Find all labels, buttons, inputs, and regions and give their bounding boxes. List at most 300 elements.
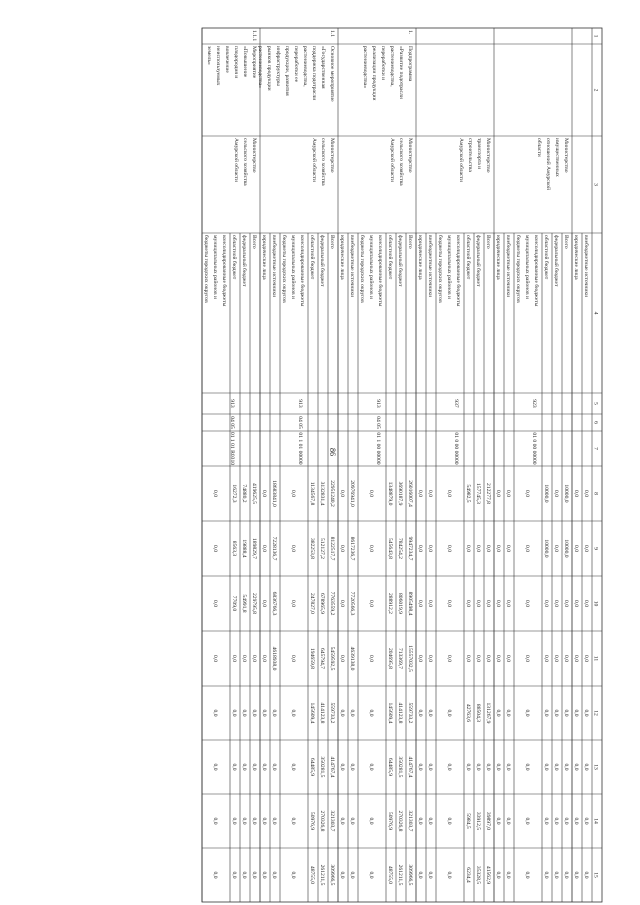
executor-name: имущественных (554, 138, 560, 177)
cell-value: 0,0 (573, 871, 579, 879)
cell-value: 806019,9 (397, 593, 403, 614)
funding-source-label: муниципальных районов и (290, 235, 296, 300)
cell-value: 0,0 (241, 655, 247, 662)
grbs-code: 923 (531, 399, 537, 408)
program-name: «Повышение (242, 46, 248, 78)
cell-value: 7709,0 (231, 595, 237, 612)
cell-value: 48755,0 (309, 865, 315, 885)
executor-name: Министерство (485, 138, 491, 173)
funding-source-label: муниципальных районов и (212, 235, 218, 300)
cell-value: 0,0 (583, 763, 589, 771)
cell-value: 0,0 (427, 545, 433, 552)
cell-value: 8122517,7 (329, 536, 335, 561)
cell-value: 0,0 (231, 817, 237, 825)
column-header-12: 12 (592, 710, 599, 716)
cell-value: 0,0 (349, 709, 355, 717)
cell-value: 0,0 (573, 709, 579, 717)
cell-value: 0,0 (261, 871, 267, 879)
cell-value: 0,0 (583, 871, 589, 879)
grbs-code: 913 (297, 399, 303, 408)
cell-value: 0,0 (290, 871, 296, 879)
item-number: 1. (407, 30, 413, 35)
program-name: растениеводства» (362, 46, 368, 89)
executor-name: сельского хозяйства (398, 138, 404, 186)
column-header-6: 6 (592, 421, 599, 424)
cell-value: 0,0 (241, 709, 247, 717)
funding-source-label: юридические лица (495, 235, 501, 280)
funding-source-label: бюджеты городских округов (515, 235, 521, 303)
cell-value: 0,0 (368, 490, 374, 497)
cell-value: 0,0 (524, 817, 530, 825)
funding-source-label: внебюджетные источники (427, 235, 433, 298)
cell-value: 0,0 (485, 545, 491, 552)
cell-value: 0,0 (495, 545, 501, 552)
cell-value: 0,0 (543, 709, 549, 717)
cell-value: 0,0 (553, 709, 559, 717)
cell-value: 419625,5 (251, 483, 257, 504)
cell-value: 0,0 (271, 709, 277, 717)
cell-value: 247827,0 (309, 593, 315, 614)
cell-value: 0,0 (446, 600, 452, 607)
cell-value: 0,0 (212, 763, 218, 771)
funding-source-label: консолидированные бюджеты (455, 235, 461, 307)
cell-value: 559733,2 (407, 702, 413, 724)
cell-value: 0,0 (524, 871, 530, 879)
cell-value: 212277,8 (485, 483, 491, 504)
cell-value: 0,0 (543, 871, 549, 879)
cell-value: 270326,8 (319, 810, 325, 832)
cell-value: 0,0 (212, 655, 218, 662)
cell-value: 6836766,3 (271, 591, 277, 616)
cell-value: 0,0 (261, 545, 267, 552)
cell-value: 309966,5 (329, 864, 335, 886)
grbs-code: 913 (229, 399, 235, 408)
cell-value: 0,0 (261, 763, 267, 771)
cell-value: 41562,9 (485, 865, 491, 885)
section-code: 04 05 (297, 416, 303, 429)
funding-source-label: внебюджетные источники (583, 235, 589, 298)
cell-value: 0,0 (427, 817, 433, 825)
grbs-code: 937 (453, 399, 459, 408)
funding-source-label: консолидированные бюджеты (221, 235, 227, 307)
cell-value: 5984,5 (465, 813, 471, 829)
executor-name: сельского хозяйства (242, 138, 248, 186)
cell-value: 0,0 (417, 817, 423, 825)
funding-source-label: федеральный бюджет (241, 235, 247, 287)
cell-value: 0,0 (485, 655, 491, 662)
funding-source-label: Всего (563, 235, 569, 249)
cell-value: 0,0 (553, 871, 559, 879)
cell-value: 0,0 (231, 763, 237, 771)
cell-value: 0,0 (251, 871, 257, 879)
program-name: переработки ее (293, 46, 299, 83)
funding-source-label: муниципальных районов и (524, 235, 530, 300)
cell-value: 0,0 (261, 817, 267, 825)
cell-value: 0,0 (495, 817, 501, 825)
cell-value: 64485,9 (309, 757, 315, 777)
cell-value: 0,0 (563, 655, 569, 662)
cell-value: 0,0 (446, 655, 452, 662)
program-name: вовлечение (224, 46, 230, 73)
program-name: инфраструктуры (275, 46, 281, 86)
funding-source-label: юридические лица (417, 235, 423, 280)
cell-value: 18683841,0 (271, 480, 277, 507)
cell-value: 645794,7 (319, 648, 325, 669)
cell-value: 0,0 (573, 490, 579, 497)
funding-source-label: консолидированные бюджеты (533, 235, 539, 307)
executor-name: Амурской области (311, 138, 317, 182)
cell-value: 0,0 (583, 490, 589, 497)
cell-value: 0,0 (241, 817, 247, 825)
program-name: плодородия и (233, 46, 239, 79)
cell-value: 0,0 (505, 545, 511, 552)
cell-value: 0,0 (417, 490, 423, 497)
cell-value: 0,0 (465, 545, 471, 552)
cell-value: 0,0 (553, 600, 559, 607)
cell-value: 0,0 (290, 709, 296, 717)
cell-value: 0,0 (495, 600, 501, 607)
cell-value: 0,0 (339, 763, 345, 771)
cell-value: 713369,7 (397, 648, 403, 669)
executor-name: Амурской области (458, 138, 464, 182)
cell-value: 0,0 (524, 655, 530, 662)
funding-source-label: консолидированные бюджеты (377, 235, 383, 307)
funding-source-label: юридические лица (573, 235, 579, 280)
cell-value: 414123,8 (319, 702, 325, 724)
column-header-8: 8 (592, 492, 599, 495)
cell-value: 0,0 (349, 817, 355, 825)
program-name: неиспользуемых (215, 46, 221, 86)
cell-value: 414123,8 (397, 702, 403, 724)
cell-value: 0,0 (271, 817, 277, 825)
cell-value: 0,0 (368, 763, 374, 771)
cell-value: 0,0 (212, 817, 218, 825)
cell-value: 0,0 (495, 709, 501, 717)
cell-value: 0,0 (475, 600, 481, 607)
funding-source-label: федеральный бюджет (319, 235, 325, 287)
cell-value: 0,0 (543, 817, 549, 825)
cell-value: 0,0 (339, 817, 345, 825)
cell-value: 33912,5 (475, 811, 481, 831)
cell-value: 1134567,8 (309, 481, 315, 506)
cell-value: 7720566,3 (349, 591, 355, 616)
program-name: «Развитие подотрасли (398, 46, 404, 99)
cell-value: 0,0 (212, 709, 218, 717)
cell-value: 0,0 (573, 817, 579, 825)
page-number: 86 (328, 448, 337, 456)
executor-name: сельского хозяйства (320, 138, 326, 186)
cell-value: 0,0 (446, 545, 452, 552)
cell-value: 74880,2 (241, 484, 247, 503)
cell-value: 0,0 (505, 709, 511, 717)
funding-source-label: областной бюджет (543, 235, 549, 280)
cell-value: 22951240,2 (329, 480, 335, 507)
cell-value: 0,0 (417, 763, 423, 771)
cell-value: 784254,2 (397, 538, 403, 559)
cell-value: 0,0 (524, 763, 530, 771)
cell-value: 50976,9 (387, 811, 393, 831)
cell-value: 229795,8 (251, 593, 257, 614)
cell-value: 0,0 (563, 600, 569, 607)
cell-value: 0,0 (290, 490, 296, 497)
cell-value: 0,0 (524, 709, 530, 717)
executor-name: Министерство (563, 138, 569, 173)
funding-source-label: Всего (251, 235, 257, 249)
program-name: реализации продукции (371, 46, 377, 101)
program-name: «Государственная (320, 46, 326, 89)
cell-value: 7228136,7 (271, 536, 277, 561)
funding-source-label: областной бюджет (465, 235, 471, 280)
funding-source-label: внебюджетные источники (505, 235, 511, 298)
cell-value: 50976,9 (309, 811, 315, 831)
grbs-code: 913 (375, 399, 381, 408)
executor-name: отношений Амурской (545, 138, 551, 191)
cell-value: 0,0 (349, 871, 355, 879)
cell-value: 0,0 (573, 545, 579, 552)
program-name: поддержка подотрасли (311, 46, 317, 101)
cell-value: 16272,3 (231, 484, 237, 503)
target-item-code: 01 0 00 00000 (453, 432, 459, 465)
cell-value: 0,0 (231, 871, 237, 879)
cell-value: 261211,5 (319, 864, 325, 886)
funding-source-label: муниципальных районов и (446, 235, 452, 300)
cell-value: 512127,2 (319, 538, 325, 559)
executor-name: Амурской области (389, 138, 395, 182)
funding-source-label: муниципальных районов и (368, 235, 374, 300)
program-name: земель» (206, 46, 212, 65)
cell-value: 0,0 (417, 871, 423, 879)
funding-source-label: бюджеты городских округов (437, 235, 443, 303)
cell-value: 414767,4 (329, 756, 335, 778)
column-header-10: 10 (592, 600, 599, 607)
cell-value: 15557032,5 (407, 645, 413, 672)
column-header-9: 9 (592, 547, 599, 550)
cell-value: 0,0 (465, 763, 471, 771)
cell-value: 0,0 (553, 655, 559, 662)
program-name: растениеводства» (257, 46, 263, 89)
cell-value: 0,0 (241, 871, 247, 879)
cell-value: 0,0 (475, 763, 481, 771)
section-code: 04 05 (375, 416, 381, 429)
program-name: растениеводства, (302, 46, 308, 87)
funding-source-label: федеральный бюджет (397, 235, 403, 287)
cell-value: 0,0 (427, 871, 433, 879)
cell-value: 5459592,5 (329, 646, 335, 671)
program-name: Основное мероприятие (329, 46, 335, 102)
cell-value: 0,0 (583, 817, 589, 825)
executor-name: строительства (467, 138, 473, 172)
cell-value: 0,0 (553, 490, 559, 497)
cell-value: 0,0 (349, 763, 355, 771)
target-item-code: 01 1 01 00000 (297, 432, 303, 465)
cell-value: 0,0 (495, 763, 501, 771)
cell-value: 0,0 (290, 655, 296, 662)
target-item-code: 01 1 00 00000 (375, 432, 381, 465)
cell-value: 10000,0 (563, 539, 569, 558)
cell-value: 0,0 (563, 871, 569, 879)
cell-value: 0,0 (368, 600, 374, 607)
program-name: Подпрограмма (407, 46, 413, 82)
cell-value: 545643,8 (387, 538, 393, 559)
cell-value: 204695,8 (387, 648, 393, 669)
cell-value: 4618938,0 (271, 646, 277, 671)
cell-value: 10000,0 (543, 539, 549, 558)
cell-value: 0,0 (251, 655, 257, 662)
cell-value: 145609,4 (309, 702, 315, 724)
cell-value: 0,0 (573, 763, 579, 771)
program-name: продукции, развития (284, 46, 290, 96)
cell-value: 0,0 (446, 871, 452, 879)
cell-value: 0,0 (446, 490, 452, 497)
cell-value: 0,0 (368, 871, 374, 879)
cell-value: 145609,4 (387, 702, 393, 724)
cell-value: 64485,9 (387, 757, 393, 777)
funding-source-label: Всего (485, 235, 491, 249)
cell-value: 0,0 (583, 655, 589, 662)
cell-value: 0,0 (485, 600, 491, 607)
cell-value: 0,0 (251, 709, 257, 717)
column-header-13: 13 (592, 764, 599, 770)
funding-source-label: внебюджетные источники (349, 235, 355, 298)
funding-source-label: областной бюджет (309, 235, 315, 280)
cell-value: 1348879,0 (387, 481, 393, 506)
executor-name: Министерство (251, 138, 257, 173)
cell-value: 0,0 (505, 817, 511, 825)
cell-value: 0,0 (212, 490, 218, 497)
cell-value: 0,0 (251, 763, 257, 771)
cell-value: 0,0 (573, 600, 579, 607)
cell-value: 0,0 (417, 600, 423, 607)
cell-value: 0,0 (427, 709, 433, 717)
cell-value: 189829,7 (251, 538, 257, 559)
cell-value: 261211,5 (397, 864, 403, 886)
cell-value: 0,0 (339, 871, 345, 879)
cell-value: 54991,8 (241, 594, 247, 613)
cell-value: 0,0 (563, 763, 569, 771)
cell-value: 0,0 (524, 490, 530, 497)
cell-value: 0,0 (475, 655, 481, 662)
cell-value: 0,0 (543, 600, 549, 607)
column-header-1: 1 (592, 34, 599, 38)
cell-value: 0,0 (231, 655, 237, 662)
funding-source-label: федеральный бюджет (475, 235, 481, 287)
cell-value: 350281,5 (319, 756, 325, 778)
cell-value: 0,0 (553, 817, 559, 825)
cell-value: 0,0 (417, 709, 423, 717)
cell-value: 0,0 (495, 871, 501, 879)
cell-value: 131267,9 (485, 702, 491, 724)
cell-value: 0,0 (427, 600, 433, 607)
cell-value: 48755,0 (387, 865, 393, 885)
cell-value: 0,0 (495, 655, 501, 662)
cell-value: 0,0 (417, 655, 423, 662)
cell-value: 0,0 (261, 490, 267, 497)
cell-value: 414767,4 (407, 756, 413, 778)
cell-value: 0,0 (583, 545, 589, 552)
cell-value: 288912,2 (387, 593, 393, 614)
item-number: 1.1.1 (251, 30, 257, 42)
cell-value: 0,0 (505, 871, 511, 879)
program-name: Мероприятие (251, 46, 257, 79)
cell-value: 0,0 (290, 600, 296, 607)
cell-value: 559733,2 (329, 702, 335, 724)
program-name: переработки и (380, 46, 386, 81)
executor-name: Амурской области (233, 138, 239, 182)
cell-value: 0,0 (543, 763, 549, 771)
column-header-4: 4 (592, 311, 599, 315)
cell-value: 321303,7 (329, 810, 335, 832)
cell-value: 4639138,0 (349, 646, 355, 671)
cell-value: 0,0 (339, 545, 345, 552)
cell-value: 54982,5 (465, 484, 471, 503)
cell-value: 270326,8 (397, 810, 403, 832)
cell-value: 0,0 (261, 600, 267, 607)
cell-value: 0,0 (563, 709, 569, 717)
cell-value: 0,0 (505, 655, 511, 662)
cell-value: 0,0 (524, 600, 530, 607)
column-header-7: 7 (592, 447, 599, 450)
cell-value: 0,0 (427, 763, 433, 771)
cell-value: 3690187,9 (397, 481, 403, 506)
target-item-code: 01 1 01 R0310 (229, 431, 235, 466)
program-name: растениеводства, (389, 46, 395, 87)
cell-value: 0,0 (368, 817, 374, 825)
cell-value: 0,0 (290, 545, 296, 552)
funding-source-label: бюджеты городских округов (203, 235, 209, 303)
cell-value: 0,0 (339, 655, 345, 662)
cell-value: 0,0 (495, 490, 501, 497)
cell-value: 10000,0 (563, 484, 569, 503)
cell-value: 0,0 (505, 600, 511, 607)
cell-value: 0,0 (505, 763, 511, 771)
cell-value: 0,0 (339, 709, 345, 717)
cell-value: 0,0 (465, 600, 471, 607)
column-header-11: 11 (592, 655, 599, 662)
cell-value: 20976941,0 (349, 480, 355, 507)
cell-value: 8617236,7 (349, 536, 355, 561)
program-name: рынков продукции (266, 46, 272, 91)
column-header-2: 2 (592, 88, 599, 92)
cell-value: 0,0 (290, 763, 296, 771)
cell-value: 0,0 (583, 709, 589, 717)
cell-value: 0,0 (446, 709, 452, 717)
cell-value: 7763559,2 (329, 591, 335, 616)
cell-value: 10000,0 (543, 484, 549, 503)
cell-value: 35328,5 (475, 865, 481, 885)
cell-value: 0,0 (231, 709, 237, 717)
cell-value: 0,0 (427, 490, 433, 497)
cell-value: 0,0 (368, 655, 374, 662)
funding-source-label: областной бюджет (387, 235, 393, 280)
cell-value: 0,0 (485, 763, 491, 771)
section-code: 04 05 (229, 416, 235, 429)
funding-source-label: областной бюджет (231, 235, 237, 280)
cell-value: 0,0 (583, 600, 589, 607)
cell-value: 0,0 (212, 871, 218, 879)
funding-source-label: консолидированные бюджеты (299, 235, 305, 307)
cell-value: 0,0 (261, 709, 267, 717)
cell-value: 0,0 (475, 545, 481, 552)
cell-value: 0,0 (290, 817, 296, 825)
column-header-15: 15 (592, 872, 599, 878)
cell-value: 0,0 (251, 817, 257, 825)
cell-value: 0,0 (543, 655, 549, 662)
funding-source-label: бюджеты городских округов (359, 235, 365, 303)
cell-value: 0,0 (339, 490, 345, 497)
funding-source-label: юридические лица (339, 235, 345, 280)
cell-value: 0,0 (553, 545, 559, 552)
cell-value: 0,0 (427, 655, 433, 662)
